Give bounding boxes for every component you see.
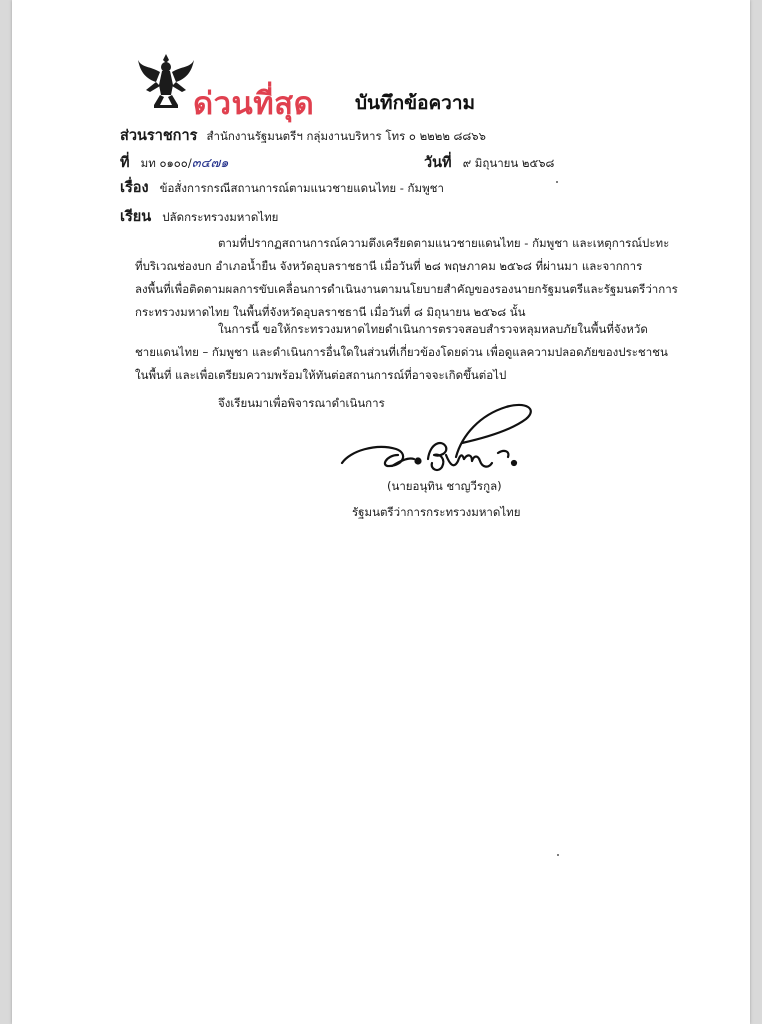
date-label: วันที่ xyxy=(424,155,452,171)
agency-label: ส่วนราชการ xyxy=(120,128,198,144)
paragraph-1-line: ลงพื้นที่เพื่อติดตามผลการขับเคลื่อนการดำเนินงานตามนโยบายสำคัญของรองนายกรัฐมนตรีและรัฐมนตรีว่าการ xyxy=(135,282,678,296)
agency-value: สำนักงานรัฐมนตรีฯ กลุ่มงานบริหาร โทร ๐ ๒๒๒๒ ๘๘๖๖ xyxy=(206,129,486,143)
signatory-name: (นายอนุทิน ชาญวีรกูล) xyxy=(387,479,502,493)
paragraph-2-line: ชายแดนไทย – กัมพูชา และดำเนินการอื่นใดในส่วนที่เกี่ยวข้องโดยด่วน เพื่อดูแลความปลอดภัยของประชาชน xyxy=(135,345,668,359)
paragraph-2-line: ในพื้นที่ และเพื่อเตรียมความพร้อมให้ทันต่อสถานการณ์ที่อาจจะเกิดขึ้นต่อไป xyxy=(135,368,507,382)
paragraph-1-line: ตามที่ปรากฏสถานการณ์ความตึงเครียดตามแนวชายแดนไทย - กัมพูชา และเหตุการณ์ปะทะ xyxy=(218,236,670,250)
reference-row xyxy=(120,151,228,174)
agency-row xyxy=(120,124,486,147)
date-row xyxy=(424,151,554,174)
reference-number-handwritten: ๓๔๗๑ xyxy=(191,156,229,171)
urgent-stamp: ด่วนที่สุด xyxy=(193,86,315,122)
body-paragraph-2 xyxy=(135,318,687,387)
subject-label: เรื่อง xyxy=(120,180,149,196)
stray-mark xyxy=(557,854,559,856)
paragraph-1-line: กระทรวงมหาดไทย ในพื้นที่จังหวัดอุบลราชธานี เมื่อวันที่ ๘ มิถุนายน ๒๕๖๘ นั้น xyxy=(135,305,526,319)
salutation-row xyxy=(120,205,278,228)
signatory-position: รัฐมนตรีว่าการกระทรวงมหาดไทย xyxy=(352,505,521,519)
date-value: ๙ มิถุนายน ๒๕๖๘ xyxy=(462,156,555,170)
memo-title: บันทึกข้อความ xyxy=(355,92,476,114)
salutation-value: ปลัดกระทรวงมหาดไทย xyxy=(162,210,279,224)
document-page xyxy=(12,0,750,1024)
subject-row xyxy=(120,176,444,199)
closing-text: จึงเรียนมาเพื่อพิจารณาดำเนินการ xyxy=(218,396,385,410)
paragraph-2-line: ในการนี้ ขอให้กระทรวงมหาดไทยดำเนินการตรวจสอบสำรวจหลุมหลบภัยในพื้นที่จังหวัด xyxy=(218,322,648,336)
salutation-label: เรียน xyxy=(120,209,152,225)
body-paragraph-1 xyxy=(135,232,687,324)
subject-value: ข้อสั่งการกรณีสถานการณ์ตามแนวชายแดนไทย - กัมพูชา xyxy=(159,181,444,195)
garuda-emblem-icon xyxy=(136,52,196,110)
stray-mark xyxy=(556,181,558,183)
reference-prefix: มท ๐๑๐๐/ xyxy=(140,156,192,170)
reference-label: ที่ xyxy=(120,155,130,171)
paragraph-1-line: ที่บริเวณช่องบก อำเภอน้ำยืน จังหวัดอุบลราชธานี เมื่อวันที่ ๒๘ พฤษภาคม ๒๕๖๘ ที่ผ่านมา และจากการ xyxy=(135,259,643,273)
